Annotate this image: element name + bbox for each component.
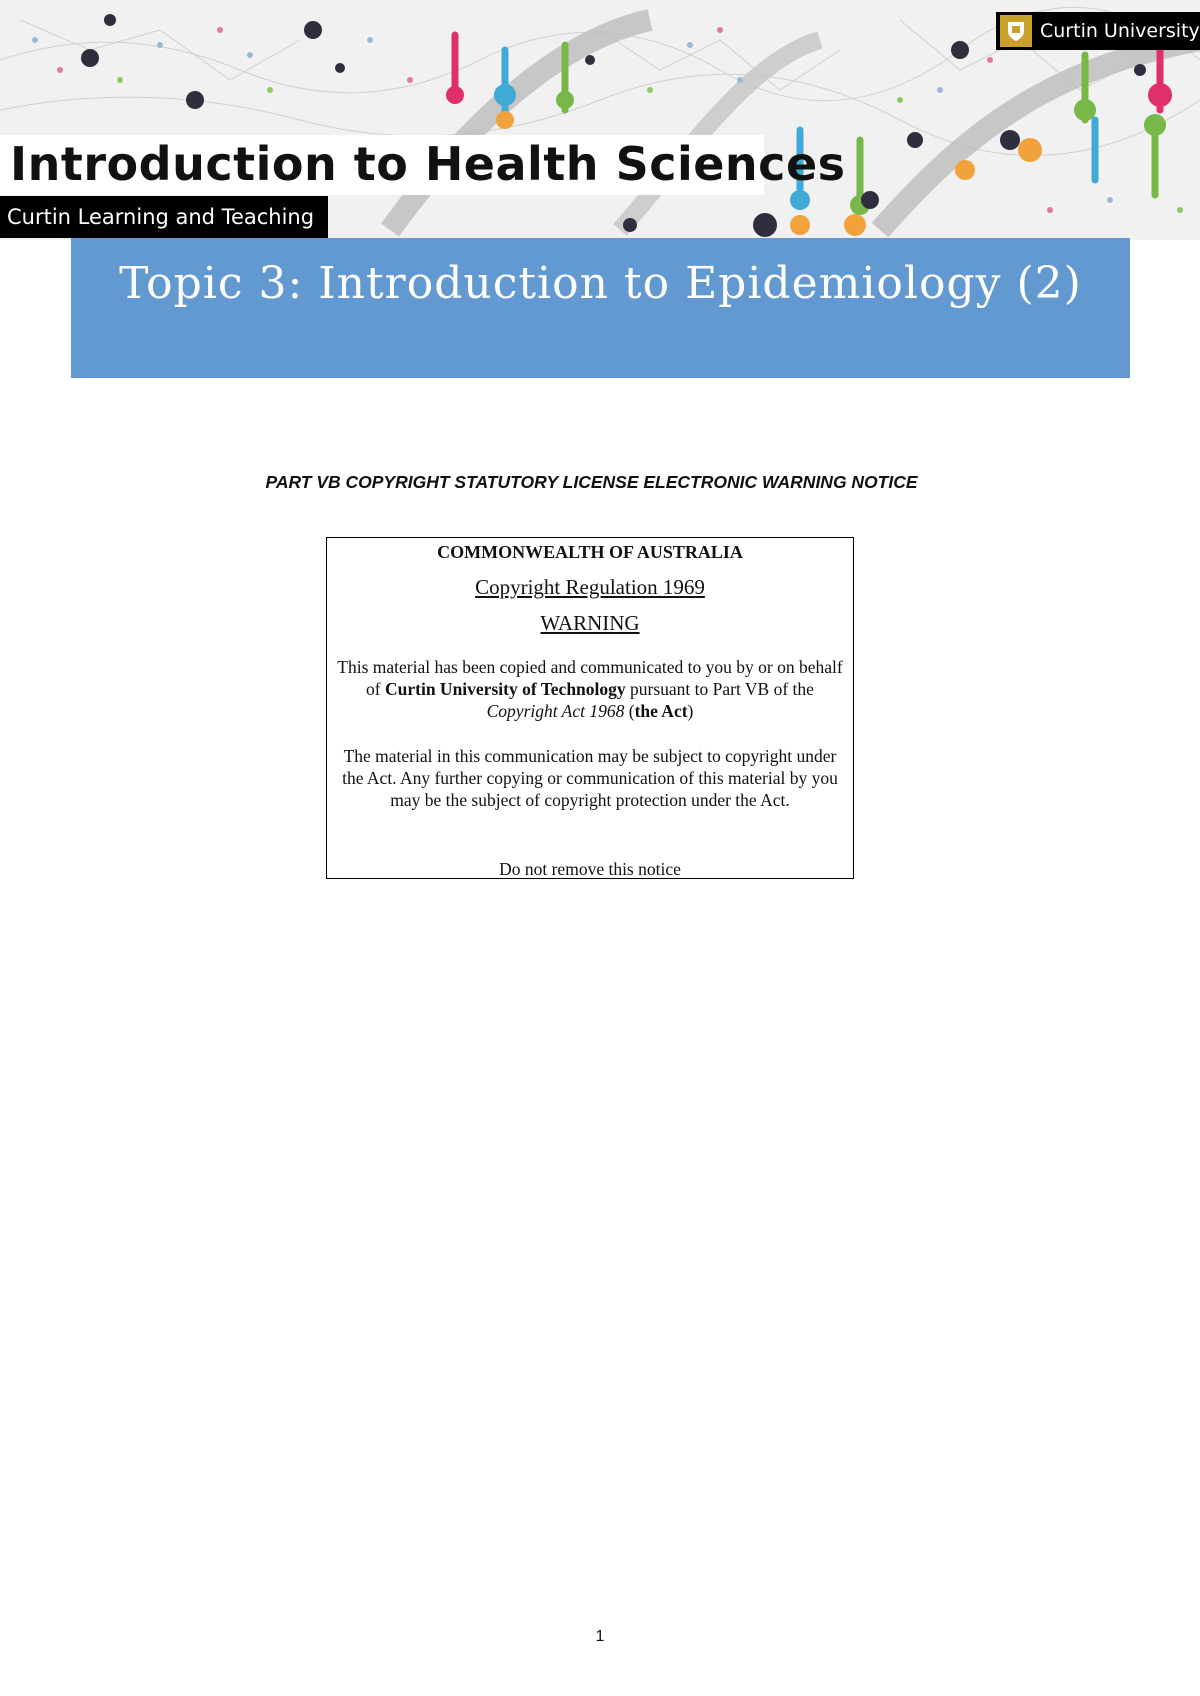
topic-title: Topic 3: Introduction to Epidemiology (2): [119, 258, 1082, 309]
notice-paragraph-2: The material in this communication may be subject to copyright under the Act. Any further copying or communication of this material by you may be the subject of copyright protection under the Act.: [342, 746, 838, 810]
notice-p1-text-a: This material has been copied and communicated to you by or on behalf of: [337, 657, 843, 699]
notice-p1-university: Curtin University of Technology: [385, 679, 626, 699]
notice-p1-text-b: pursuant to Part VB of the: [625, 679, 814, 699]
copyright-notice-box: [326, 537, 854, 879]
notice-p1-text-c: (: [624, 701, 635, 721]
notice-p1-act-name: Copyright Act 1968: [486, 701, 625, 721]
notice-warning: WARNING: [540, 611, 640, 635]
page-number: 1: [595, 1628, 605, 1645]
notice-footer: Do not remove this notice: [499, 859, 681, 879]
copyright-notice-heading: PART VB COPYRIGHT STATUTORY LICENSE ELECTRONIC WARNING NOTICE: [265, 472, 918, 492]
topic-header: [71, 238, 1130, 378]
notice-p1-text-d: ): [687, 701, 694, 721]
notice-country: COMMONWEALTH OF AUSTRALIA: [437, 542, 743, 562]
notice-paragraph-1: [337, 656, 843, 722]
curtin-brand: [996, 12, 1200, 50]
header-banner: [0, 0, 1200, 240]
curtin-shield-logo-icon: [1000, 15, 1032, 47]
course-subtitle: Curtin Learning and Teaching: [0, 196, 328, 238]
notice-p1-the-act: the Act: [634, 701, 688, 721]
notice-regulation: Copyright Regulation 1969: [475, 575, 705, 599]
course-title: Introduction to Health Sciences: [10, 137, 846, 191]
brand-name: Curtin University: [1040, 20, 1200, 42]
